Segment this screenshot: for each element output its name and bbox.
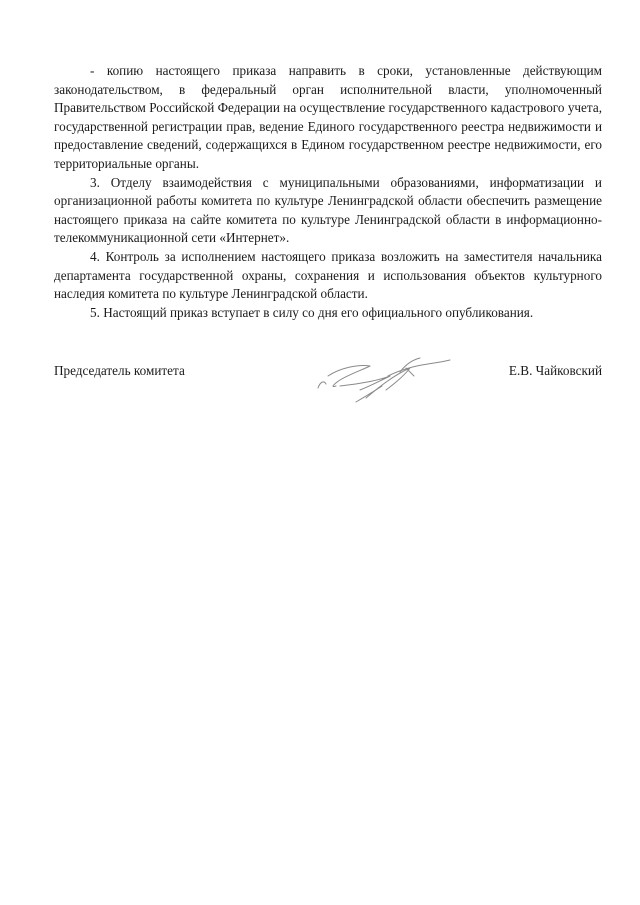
paragraph-item-4: 4. Контроль за исполнением настоящего приказа возложить на заместителя начальника департамента государственной охраны, сохранения и использования объектов культурного наследия комитета по культуре Ленинградской области. [54,248,602,302]
handwritten-signature [310,346,460,416]
document-body [54,62,602,322]
paragraph-item-3: 3. Отделу взаимодействия с муниципальными образованиями, информатизации и организационной работы комитета по культуре Ленинградской области обеспечить размещение настоящего приказа на сайте комитета по культуре Ленинградской области в информационно-телекоммуникационной сети «Интернет». [54,174,602,246]
signatory-title: Председатель комитета [54,363,185,378]
paragraph-item-5: 5. Настоящий приказ вступает в силу со дня его официального опубликования. [90,304,534,320]
paragraph-copy-order: - копию настоящего приказа направить в сроки, установленные действующим законодательством, в федеральный орган исполнительной власти, уполномоченный Правительством Российской Федерации на осуществление государственного кадастрового учета, государственной регистрации прав, ведение Единого государственного реестра недвижимости и предоставление сведений, содержащихся в Едином государственном реестре недвижимости, его территориальные органы. [54,63,602,171]
signature-block [54,362,602,432]
signatory-name: Е.В. Чайковский [508,363,602,378]
